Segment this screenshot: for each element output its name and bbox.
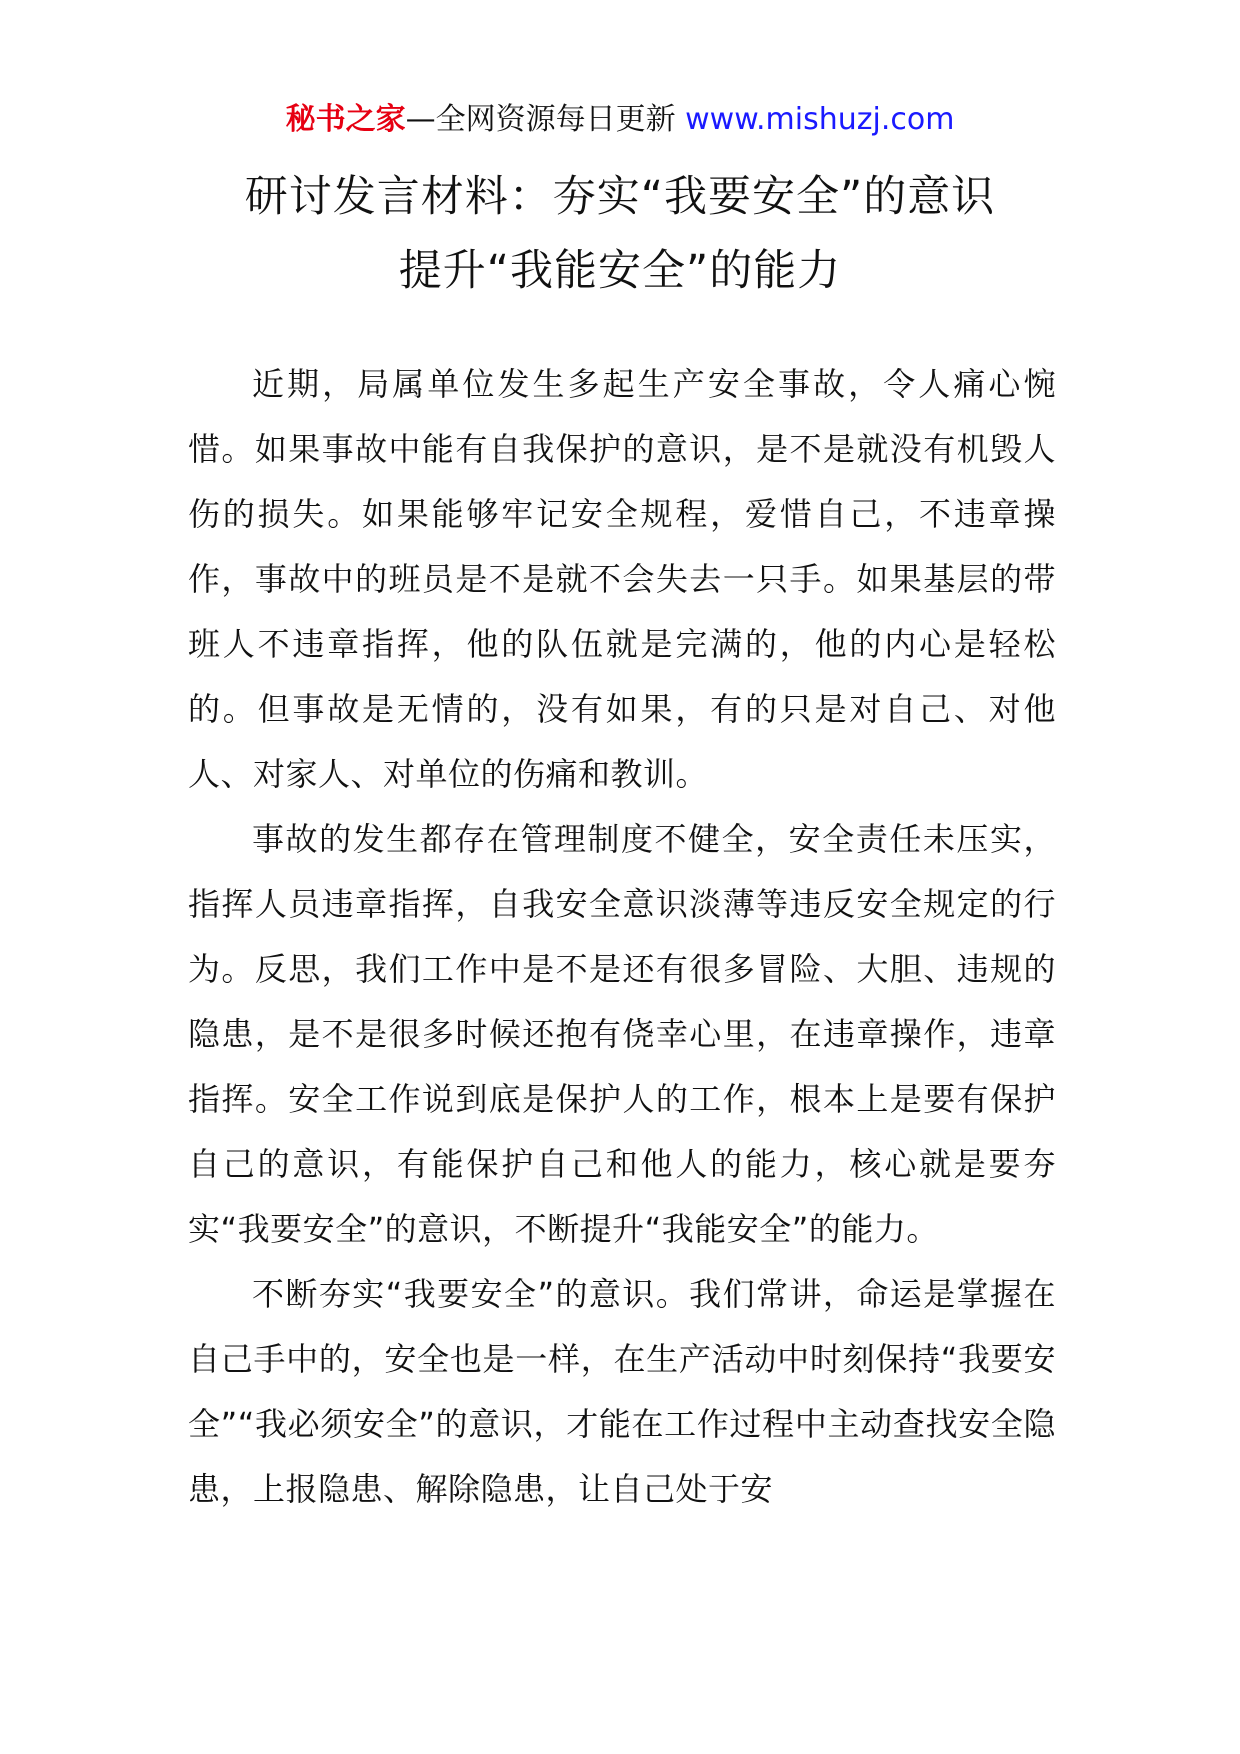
body-paragraph-2: 事故的发生都存在管理制度不健全，安全责任未压实，指挥人员违章指挥，自我安全意识淡薄等违反安全规定的行为。反思，我们工作中是不是还有很多冒险、大胆、违规的隐患，是不是很多时候还抱有侥幸心里，在违章操作，违章指挥。安全工作说到底是保护人的工作，根本上是要有保护自己的意识，有能保护自己和他人的能力，核心就是要夯实“我要安全”的意识，不断提升“我能安全”的能力。 — [188, 820, 1056, 1248]
site-url-link[interactable]: www.mishuzj.com — [685, 102, 955, 137]
title-line-1: 研讨发言材料：夯实“我要安全”的意识 — [244, 172, 996, 222]
site-brand: 秘书之家 — [285, 102, 406, 137]
body-paragraph-3: 不断夯实“我要安全”的意识。我们常讲，命运是掌握在自己手中的，安全也是一样，在生产活动中时刻保持“我要安全”“我必须安全”的意识，才能在工作过程中主动查找安全隐患，上报隐患、解除隐患，让自己处于安 — [188, 1275, 1056, 1508]
site-header — [0, 98, 1240, 142]
site-slogan: —全网资源每日更新 — [405, 102, 676, 137]
title-line-2: 提升“我能安全”的能力 — [398, 246, 842, 296]
document-body — [188, 352, 1056, 1522]
document-title — [120, 160, 1120, 308]
body-paragraph-1: 近期，局属单位发生多起生产安全事故，令人痛心惋惜。如果事故中能有自我保护的意识，是不是就没有机毁人伤的损失。如果能够牢记安全规程，爱惜自己，不违章操作，事故中的班员是不是就不会失去一只手。如果基层的带班人不违章指挥，他的队伍就是完满的，他的内心是轻松的。但事故是无情的，没有如果，有的只是对自己、对他人、对家人、对单位的伤痛和教训。 — [188, 365, 1056, 793]
